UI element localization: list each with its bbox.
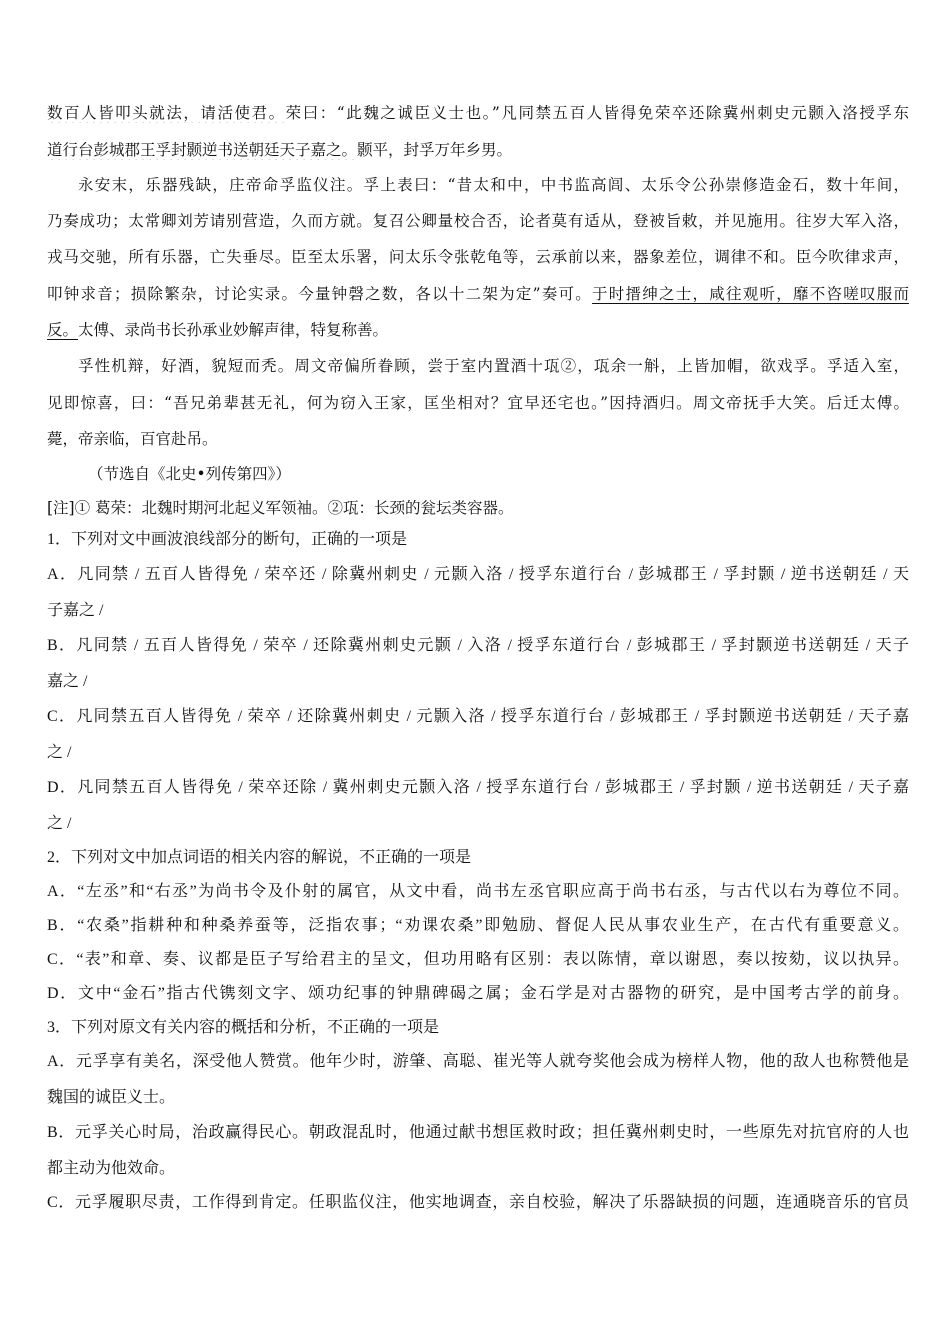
passage-line-1: 数百人皆叩头就法，请活使君。荣曰：“此魏之诚臣义士也。”凡同禁五百人皆得免荣卒还除冀州刺史元颢入洛授孚东: [47, 104, 909, 122]
question-3-option-c: C．元孚履职尽责，工作得到肯定。任职监仪注，他实地调查，亲自校验，解决了乐器缺损的问题，连通晓音乐的官员: [47, 1194, 909, 1211]
wavy-underlined-text: 道行台彭城郡王孚封颢逆书送朝廷天子嘉之。: [47, 141, 358, 159]
question-1-option-c-cont: 之 /: [47, 744, 72, 761]
underlined-text: 反。: [47, 321, 79, 339]
passage-line-8: 孚性机辩，好酒，貌短而秃。周文帝偏所眷顾，尝于室内置酒十瓨②，瓨余一斛，上皆加帽，欲戏孚。孚适入室，: [78, 357, 909, 375]
passage-line-6: 叩钟求音；损除繁杂，讨论实录。今量钟磬之数，各以十二架为定”奏可。于时搢绅之士，咸往观听，靡不咨嗟叹服而: [47, 285, 909, 303]
question-1-option-d-cont: 之 /: [47, 815, 72, 832]
wavy-underlined-text: 数百人皆叩头就法，请活使君。: [47, 104, 286, 122]
question-1-option-d: D．凡同禁五百人皆得免 / 荣卒还除 / 冀州刺史元颢入洛 / 授孚东道行台 / 彭城郡王 / 孚封颢 / 逆书送朝廷 / 天子嘉: [47, 779, 909, 796]
question-1-option-b: B．凡同禁 / 五百人皆得免 / 荣卒 / 还除冀州刺史元颢 / 入洛 / 授孚东道行台 / 彭城郡王 / 孚封颢逆书送朝廷 / 天子: [47, 637, 909, 654]
underlined-text: 于时搢绅之士，咸往观听，靡不咨嗟叹服而: [592, 285, 909, 303]
passage-line-10: 薨，帝亲临，百官赴吊。: [47, 430, 218, 448]
question-3-option-a: A．元孚享有美名，深受他人赞赏。他年少时，游肇、高聪、崔光等人就夸奖他会成为榜样人物，他的敌人也称赞他是: [47, 1053, 909, 1070]
passage-line-5: 戎马交驰，所有乐器，亡失垂尽。臣至太乐署，问太乐令张乾龟等，云承前以来，器象差位，调律不和。臣今吹律求声，: [47, 248, 909, 266]
question-1-option-c: C．凡同禁五百人皆得免 / 荣卒 / 还除冀州刺史 / 元颢入洛 / 授孚东道行台 / 彭城郡王 / 孚封颢逆书送朝廷 / 天子嘉: [47, 708, 909, 725]
question-1-stem: 1．下列对文中画波浪线部分的断句，正确的一项是: [47, 531, 408, 548]
question-2-option-b: B．“农桑”指耕种和种桑养蚕等，泛指农事；“劝课农桑”即勉励、督促人民从事农业生产，在古代有重要意义。: [47, 917, 909, 934]
question-3-option-b: B．元孚关心时局，治政赢得民心。朝政混乱时，他通过献书想匡救时政；担任冀州刺史时，一些原先对抗官府的人也: [47, 1124, 909, 1141]
passage-line-7: 反。太傅、录尚书长孙承业妙解声律，特复称善。: [47, 321, 389, 339]
passage-line-4: 乃奏成功；太常卿刘芳请别营造，久而方就。复召公卿量校合否，论者莫有适从，登被旨敕，并见施用。往岁大军入洛，: [47, 212, 909, 230]
passage-line-3: 永安末，乐器残缺，庄帝命孚监仪注。孚上表曰：“昔太和中，中书监高闾、太乐令公孙崇修造金石，数十年间，: [78, 176, 909, 194]
question-3-stem: 3．下列对原文有关内容的概括和分析，不正确的一项是: [47, 1019, 440, 1036]
question-2-option-c: C．“表”和章、奏、议都是臣子写给君主的呈文，但功用略有区别：表以陈情，章以谢恩，奏以按劾，议以执异。: [47, 951, 909, 968]
passage-source: （节选自《北史•列传第四》）: [88, 465, 291, 483]
passage-note: [注]① 葛荣：北魏时期河北起义军领袖。②瓨：长颈的瓮坛类容器。: [47, 499, 514, 517]
passage-line-2: 道行台彭城郡王孚封颢逆书送朝廷天子嘉之。颢平，封孚万年乡男。: [47, 141, 513, 159]
question-1-option-a: A．凡同禁 / 五百人皆得免 / 荣卒还 / 除冀州刺史 / 元颢入洛 / 授孚东道行台 / 彭城郡王 / 孚封颢 / 逆书送朝廷 / 天: [47, 566, 909, 583]
question-1-option-a-cont: 子嘉之 /: [47, 602, 104, 619]
question-2-option-a: A．“左丞”和“右丞”为尚书令及仆射的属官，从文中看，尚书左丞官职应高于尚书右丞，与古代以右为尊位不同。: [47, 883, 909, 900]
question-3-option-b-cont: 都主动为他效命。: [47, 1160, 176, 1177]
question-2-option-d: D．文中“金石”指古代镌刻文字、颂功纪事的钟鼎碑碣之属；金石学是对古器物的研究，是中国考古学的前身。: [47, 985, 909, 1002]
passage-line-9: 见即惊喜，曰：“吾兄弟辈甚无礼，何为窃入王家，匡坐相对？宜早还宅也。”因持酒归。周文帝抚手大笑。后迁太傅。: [47, 394, 909, 412]
question-1-option-b-cont: 嘉之 /: [47, 673, 88, 690]
question-3-option-a-cont: 魏国的诚臣义士。: [47, 1089, 176, 1106]
question-2-stem: 2．下列对文中加点词语的相关内容的解说，不正确的一项是: [47, 849, 472, 866]
